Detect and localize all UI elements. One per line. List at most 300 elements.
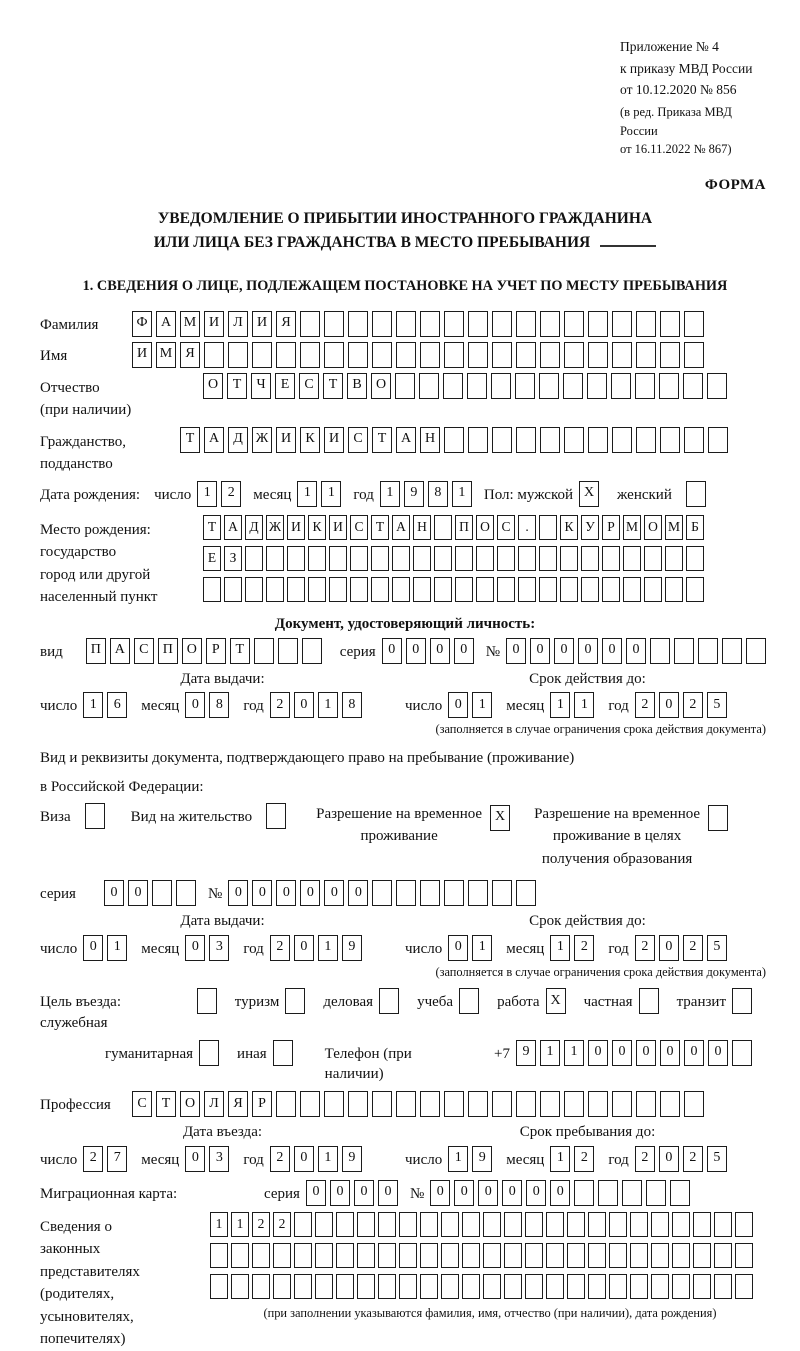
form-cell[interactable]: 0 [406, 638, 426, 664]
form-cell[interactable]: 0 [430, 638, 450, 664]
form-cell[interactable] [413, 546, 431, 571]
form-cell[interactable]: С [134, 638, 154, 664]
form-cell[interactable]: К [560, 515, 578, 540]
gender-male-checkbox[interactable] [579, 481, 603, 507]
purpose-business-checkbox[interactable] [379, 988, 403, 1014]
form-cell[interactable] [525, 1274, 543, 1299]
form-cell[interactable]: 2 [683, 1146, 703, 1172]
form-cell[interactable]: 0 [252, 880, 272, 906]
form-cell[interactable] [378, 1212, 396, 1237]
form-cell[interactable]: 7 [107, 1146, 127, 1172]
form-cell[interactable]: 8 [342, 692, 362, 718]
form-cell[interactable]: П [455, 515, 473, 540]
form-cell[interactable] [684, 427, 704, 453]
patronymic-input[interactable] [203, 373, 731, 399]
form-cell[interactable]: Н [420, 427, 440, 453]
form-cell[interactable] [636, 342, 656, 368]
form-cell[interactable] [602, 546, 620, 571]
form-cell[interactable] [672, 1243, 690, 1268]
form-cell[interactable] [336, 1212, 354, 1237]
permit-series-input[interactable] [104, 880, 200, 906]
form-cell[interactable]: А [396, 427, 416, 453]
permit-issue-day-input[interactable] [83, 935, 131, 961]
form-cell[interactable] [444, 311, 464, 337]
form-cell[interactable]: 9 [516, 1040, 536, 1066]
form-cell[interactable]: Я [180, 342, 200, 368]
form-cell[interactable]: К [300, 427, 320, 453]
doc-valid-year-input[interactable] [635, 692, 731, 718]
form-cell[interactable] [420, 1243, 438, 1268]
form-cell[interactable] [476, 546, 494, 571]
form-cell[interactable] [224, 577, 242, 602]
form-cell[interactable] [708, 805, 728, 831]
form-cell[interactable] [651, 1212, 669, 1237]
form-cell[interactable] [441, 1243, 459, 1268]
form-cell[interactable]: Е [275, 373, 295, 399]
form-cell[interactable] [468, 880, 488, 906]
form-cell[interactable] [399, 1243, 417, 1268]
form-cell[interactable] [266, 803, 286, 829]
form-cell[interactable]: Т [372, 427, 392, 453]
form-cell[interactable] [204, 342, 224, 368]
form-cell[interactable]: 0 [276, 880, 296, 906]
form-cell[interactable] [252, 1243, 270, 1268]
form-cell[interactable] [693, 1243, 711, 1268]
form-cell[interactable] [392, 546, 410, 571]
form-cell[interactable]: 9 [472, 1146, 492, 1172]
form-cell[interactable] [462, 1274, 480, 1299]
form-cell[interactable] [273, 1243, 291, 1268]
form-cell[interactable]: И [252, 311, 272, 337]
form-cell[interactable] [420, 311, 440, 337]
stay-year-input[interactable] [635, 1146, 731, 1172]
form-cell[interactable] [468, 342, 488, 368]
form-cell[interactable] [273, 1274, 291, 1299]
form-cell[interactable]: 5 [707, 692, 727, 718]
form-cell[interactable] [588, 1091, 608, 1117]
birth-place-line1-input[interactable] [203, 515, 707, 540]
temp-residence-edu-checkbox[interactable] [708, 805, 732, 831]
form-cell[interactable] [245, 546, 263, 571]
form-cell[interactable] [396, 342, 416, 368]
form-cell[interactable] [492, 342, 512, 368]
form-cell[interactable] [302, 638, 322, 664]
purpose-transit-checkbox[interactable] [732, 988, 756, 1014]
form-cell[interactable] [560, 546, 578, 571]
form-cell[interactable] [324, 342, 344, 368]
form-cell[interactable] [623, 577, 641, 602]
form-cell[interactable] [670, 1180, 690, 1206]
form-cell[interactable] [350, 577, 368, 602]
form-cell[interactable] [252, 1274, 270, 1299]
form-cell[interactable]: 0 [478, 1180, 498, 1206]
form-cell[interactable]: 0 [330, 1180, 350, 1206]
purpose-study-checkbox[interactable] [459, 988, 483, 1014]
form-cell[interactable] [660, 342, 680, 368]
form-cell[interactable] [231, 1243, 249, 1268]
form-cell[interactable] [294, 1212, 312, 1237]
form-cell[interactable] [665, 577, 683, 602]
form-cell[interactable]: В [347, 373, 367, 399]
form-cell[interactable]: Ч [251, 373, 271, 399]
form-cell[interactable] [399, 1274, 417, 1299]
form-cell[interactable]: Н [413, 515, 431, 540]
form-cell[interactable]: И [132, 342, 152, 368]
form-cell[interactable]: 9 [342, 935, 362, 961]
form-cell[interactable] [732, 1040, 752, 1066]
form-cell[interactable] [564, 311, 584, 337]
form-cell[interactable] [459, 988, 479, 1014]
form-cell[interactable]: Т [371, 515, 389, 540]
form-cell[interactable] [518, 546, 536, 571]
form-cell[interactable]: 0 [448, 935, 468, 961]
form-cell[interactable] [420, 1091, 440, 1117]
permit-issue-month-input[interactable] [185, 935, 233, 961]
form-cell[interactable] [609, 1243, 627, 1268]
form-cell[interactable] [420, 1212, 438, 1237]
form-cell[interactable]: 0 [684, 1040, 704, 1066]
form-cell[interactable] [588, 311, 608, 337]
form-cell[interactable] [660, 427, 680, 453]
form-cell[interactable] [455, 546, 473, 571]
form-cell[interactable] [651, 1243, 669, 1268]
form-cell[interactable]: 0 [306, 1180, 326, 1206]
form-cell[interactable] [483, 1243, 501, 1268]
form-cell[interactable]: 2 [683, 692, 703, 718]
form-cell[interactable] [468, 427, 488, 453]
birth-day-input[interactable] [197, 481, 245, 507]
form-cell[interactable]: 2 [270, 692, 290, 718]
form-cell[interactable]: Т [230, 638, 250, 664]
form-cell[interactable] [378, 1243, 396, 1268]
form-cell[interactable]: 0 [636, 1040, 656, 1066]
form-cell[interactable] [546, 1212, 564, 1237]
form-cell[interactable]: 0 [588, 1040, 608, 1066]
form-cell[interactable] [581, 577, 599, 602]
form-cell[interactable]: С [299, 373, 319, 399]
form-cell[interactable]: К [308, 515, 326, 540]
form-cell[interactable] [203, 577, 221, 602]
form-cell[interactable] [315, 1243, 333, 1268]
form-cell[interactable] [372, 342, 392, 368]
form-cell[interactable] [623, 546, 641, 571]
form-cell[interactable] [420, 342, 440, 368]
form-cell[interactable] [609, 1212, 627, 1237]
form-cell[interactable]: Б [686, 515, 704, 540]
form-cell[interactable]: И [287, 515, 305, 540]
form-cell[interactable]: 2 [635, 935, 655, 961]
form-cell[interactable] [444, 880, 464, 906]
form-cell[interactable] [612, 342, 632, 368]
form-cell[interactable] [336, 1243, 354, 1268]
form-cell[interactable] [396, 1091, 416, 1117]
form-cell[interactable]: . [518, 515, 536, 540]
form-cell[interactable] [492, 880, 512, 906]
form-cell[interactable] [611, 373, 631, 399]
surname-input[interactable] [132, 311, 708, 337]
doc-issue-day-input[interactable] [83, 692, 131, 718]
form-cell[interactable]: X [546, 988, 566, 1014]
form-cell[interactable] [285, 988, 305, 1014]
permit-valid-month-input[interactable] [550, 935, 598, 961]
form-cell[interactable] [644, 546, 662, 571]
form-cell[interactable]: О [644, 515, 662, 540]
form-cell[interactable] [525, 1212, 543, 1237]
form-cell[interactable] [413, 577, 431, 602]
form-cell[interactable] [348, 342, 368, 368]
permit-valid-year-input[interactable] [635, 935, 731, 961]
form-cell[interactable] [467, 373, 487, 399]
form-cell[interactable] [581, 546, 599, 571]
form-cell[interactable] [348, 311, 368, 337]
form-cell[interactable] [567, 1274, 585, 1299]
form-cell[interactable] [197, 988, 217, 1014]
form-cell[interactable] [273, 1040, 293, 1066]
form-cell[interactable] [630, 1274, 648, 1299]
form-cell[interactable] [497, 577, 515, 602]
form-cell[interactable] [674, 638, 694, 664]
form-cell[interactable] [518, 577, 536, 602]
form-cell[interactable]: У [581, 515, 599, 540]
form-cell[interactable]: М [623, 515, 641, 540]
legal-reps-line3-input[interactable] [210, 1274, 770, 1299]
form-cell[interactable] [707, 373, 727, 399]
form-cell[interactable]: 1 [321, 481, 341, 507]
form-cell[interactable] [732, 988, 752, 1014]
form-cell[interactable] [588, 342, 608, 368]
mc-series-input[interactable] [306, 1180, 402, 1206]
form-cell[interactable]: 0 [294, 692, 314, 718]
form-cell[interactable] [199, 1040, 219, 1066]
form-cell[interactable]: С [497, 515, 515, 540]
form-cell[interactable]: С [348, 427, 368, 453]
form-cell[interactable] [462, 1212, 480, 1237]
form-cell[interactable]: И [324, 427, 344, 453]
purpose-tourism-checkbox[interactable] [285, 988, 309, 1014]
form-cell[interactable]: 1 [452, 481, 472, 507]
form-cell[interactable]: П [86, 638, 106, 664]
form-cell[interactable] [350, 546, 368, 571]
form-cell[interactable]: 1 [297, 481, 317, 507]
form-cell[interactable] [546, 1243, 564, 1268]
visa-checkbox[interactable] [85, 803, 109, 829]
purpose-humanitarian-checkbox[interactable] [199, 1040, 223, 1066]
form-cell[interactable]: 0 [378, 1180, 398, 1206]
form-cell[interactable]: 0 [660, 1040, 680, 1066]
form-cell[interactable]: О [203, 373, 223, 399]
form-cell[interactable] [683, 373, 703, 399]
form-cell[interactable]: Д [228, 427, 248, 453]
form-cell[interactable] [455, 577, 473, 602]
purpose-other-checkbox[interactable] [273, 1040, 297, 1066]
form-cell[interactable] [686, 546, 704, 571]
form-cell[interactable]: 0 [185, 1146, 205, 1172]
doc-valid-month-input[interactable] [550, 692, 598, 718]
form-cell[interactable] [722, 638, 742, 664]
phone-input[interactable] [516, 1040, 756, 1066]
form-cell[interactable] [588, 1274, 606, 1299]
doc-number-input[interactable] [506, 638, 770, 664]
form-cell[interactable]: 0 [185, 935, 205, 961]
form-cell[interactable] [672, 1274, 690, 1299]
form-cell[interactable] [476, 577, 494, 602]
form-cell[interactable]: 1 [550, 935, 570, 961]
form-cell[interactable]: Л [228, 311, 248, 337]
form-cell[interactable] [672, 1212, 690, 1237]
form-cell[interactable] [329, 546, 347, 571]
form-cell[interactable]: А [204, 427, 224, 453]
form-cell[interactable]: 0 [294, 1146, 314, 1172]
form-cell[interactable]: 1 [380, 481, 400, 507]
form-cell[interactable]: Л [204, 1091, 224, 1117]
form-cell[interactable] [228, 342, 248, 368]
form-cell[interactable] [564, 1091, 584, 1117]
purpose-work-checkbox[interactable] [546, 988, 570, 1014]
form-cell[interactable]: П [158, 638, 178, 664]
form-cell[interactable] [622, 1180, 642, 1206]
form-cell[interactable]: Р [252, 1091, 272, 1117]
form-cell[interactable]: Я [228, 1091, 248, 1117]
form-cell[interactable]: 3 [209, 1146, 229, 1172]
form-cell[interactable]: 1 [318, 1146, 338, 1172]
form-cell[interactable]: А [110, 638, 130, 664]
form-cell[interactable]: 0 [659, 935, 679, 961]
form-cell[interactable] [612, 311, 632, 337]
form-cell[interactable] [686, 481, 706, 507]
form-cell[interactable] [348, 1091, 368, 1117]
form-cell[interactable] [441, 1212, 459, 1237]
form-cell[interactable] [276, 1091, 296, 1117]
form-cell[interactable]: 1 [318, 935, 338, 961]
form-cell[interactable]: М [665, 515, 683, 540]
form-cell[interactable] [539, 546, 557, 571]
form-cell[interactable] [492, 311, 512, 337]
form-cell[interactable] [567, 1243, 585, 1268]
form-cell[interactable]: Д [245, 515, 263, 540]
form-cell[interactable] [434, 546, 452, 571]
form-cell[interactable] [372, 311, 392, 337]
form-cell[interactable]: 0 [83, 935, 103, 961]
form-cell[interactable] [684, 311, 704, 337]
form-cell[interactable] [357, 1212, 375, 1237]
form-cell[interactable] [276, 342, 296, 368]
form-cell[interactable]: 0 [454, 638, 474, 664]
form-cell[interactable] [564, 427, 584, 453]
form-cell[interactable]: 1 [210, 1212, 228, 1237]
form-cell[interactable] [85, 803, 105, 829]
form-cell[interactable] [252, 342, 272, 368]
form-cell[interactable]: 1 [107, 935, 127, 961]
form-cell[interactable] [651, 1274, 669, 1299]
form-cell[interactable]: X [490, 805, 510, 831]
form-cell[interactable] [735, 1243, 753, 1268]
form-cell[interactable]: 0 [382, 638, 402, 664]
form-cell[interactable] [636, 427, 656, 453]
legal-reps-line2-input[interactable] [210, 1243, 770, 1268]
form-cell[interactable] [287, 546, 305, 571]
form-cell[interactable]: 2 [574, 1146, 594, 1172]
permit-number-input[interactable] [228, 880, 540, 906]
form-cell[interactable] [491, 373, 511, 399]
form-cell[interactable]: 3 [209, 935, 229, 961]
form-cell[interactable]: 8 [209, 692, 229, 718]
doc-valid-day-input[interactable] [448, 692, 496, 718]
form-cell[interactable] [539, 373, 559, 399]
form-cell[interactable] [516, 427, 536, 453]
purpose-official-checkbox[interactable] [197, 988, 221, 1014]
form-cell[interactable] [588, 427, 608, 453]
form-cell[interactable] [598, 1180, 618, 1206]
form-cell[interactable]: И [276, 427, 296, 453]
doc-issue-month-input[interactable] [185, 692, 233, 718]
form-cell[interactable] [504, 1274, 522, 1299]
form-cell[interactable]: 0 [354, 1180, 374, 1206]
form-cell[interactable]: 0 [506, 638, 526, 664]
form-cell[interactable] [294, 1274, 312, 1299]
form-cell[interactable] [396, 880, 416, 906]
form-cell[interactable] [746, 638, 766, 664]
form-cell[interactable] [540, 342, 560, 368]
form-cell[interactable]: 0 [448, 692, 468, 718]
form-cell[interactable]: 2 [270, 1146, 290, 1172]
form-cell[interactable] [644, 577, 662, 602]
form-cell[interactable]: Р [206, 638, 226, 664]
form-cell[interactable] [324, 311, 344, 337]
form-cell[interactable] [540, 427, 560, 453]
form-cell[interactable]: Ф [132, 311, 152, 337]
form-cell[interactable] [609, 1274, 627, 1299]
form-cell[interactable] [434, 577, 452, 602]
profession-input[interactable] [132, 1091, 708, 1117]
form-cell[interactable] [441, 1274, 459, 1299]
form-cell[interactable] [516, 342, 536, 368]
form-cell[interactable] [714, 1274, 732, 1299]
form-cell[interactable]: 0 [502, 1180, 522, 1206]
form-cell[interactable] [300, 342, 320, 368]
form-cell[interactable] [371, 546, 389, 571]
form-cell[interactable]: Т [323, 373, 343, 399]
form-cell[interactable]: 0 [626, 638, 646, 664]
form-cell[interactable]: 0 [550, 1180, 570, 1206]
form-cell[interactable]: 2 [635, 692, 655, 718]
form-cell[interactable]: 5 [707, 935, 727, 961]
form-cell[interactable] [504, 1243, 522, 1268]
form-cell[interactable]: Р [602, 515, 620, 540]
form-cell[interactable]: 1 [550, 692, 570, 718]
form-cell[interactable]: 2 [574, 935, 594, 961]
form-cell[interactable]: 1 [472, 692, 492, 718]
purpose-private-checkbox[interactable] [639, 988, 663, 1014]
form-cell[interactable]: 0 [348, 880, 368, 906]
form-cell[interactable] [612, 1091, 632, 1117]
form-cell[interactable] [395, 373, 415, 399]
form-cell[interactable] [468, 1091, 488, 1117]
form-cell[interactable] [329, 577, 347, 602]
form-cell[interactable] [492, 1091, 512, 1117]
form-cell[interactable]: 2 [252, 1212, 270, 1237]
form-cell[interactable] [378, 1274, 396, 1299]
form-cell[interactable] [254, 638, 274, 664]
form-cell[interactable] [698, 638, 718, 664]
form-cell[interactable] [636, 311, 656, 337]
form-cell[interactable] [152, 880, 172, 906]
form-cell[interactable]: Ж [252, 427, 272, 453]
form-cell[interactable]: 1 [448, 1146, 468, 1172]
form-cell[interactable] [396, 311, 416, 337]
form-cell[interactable] [372, 880, 392, 906]
form-cell[interactable]: 1 [83, 692, 103, 718]
form-cell[interactable]: О [180, 1091, 200, 1117]
